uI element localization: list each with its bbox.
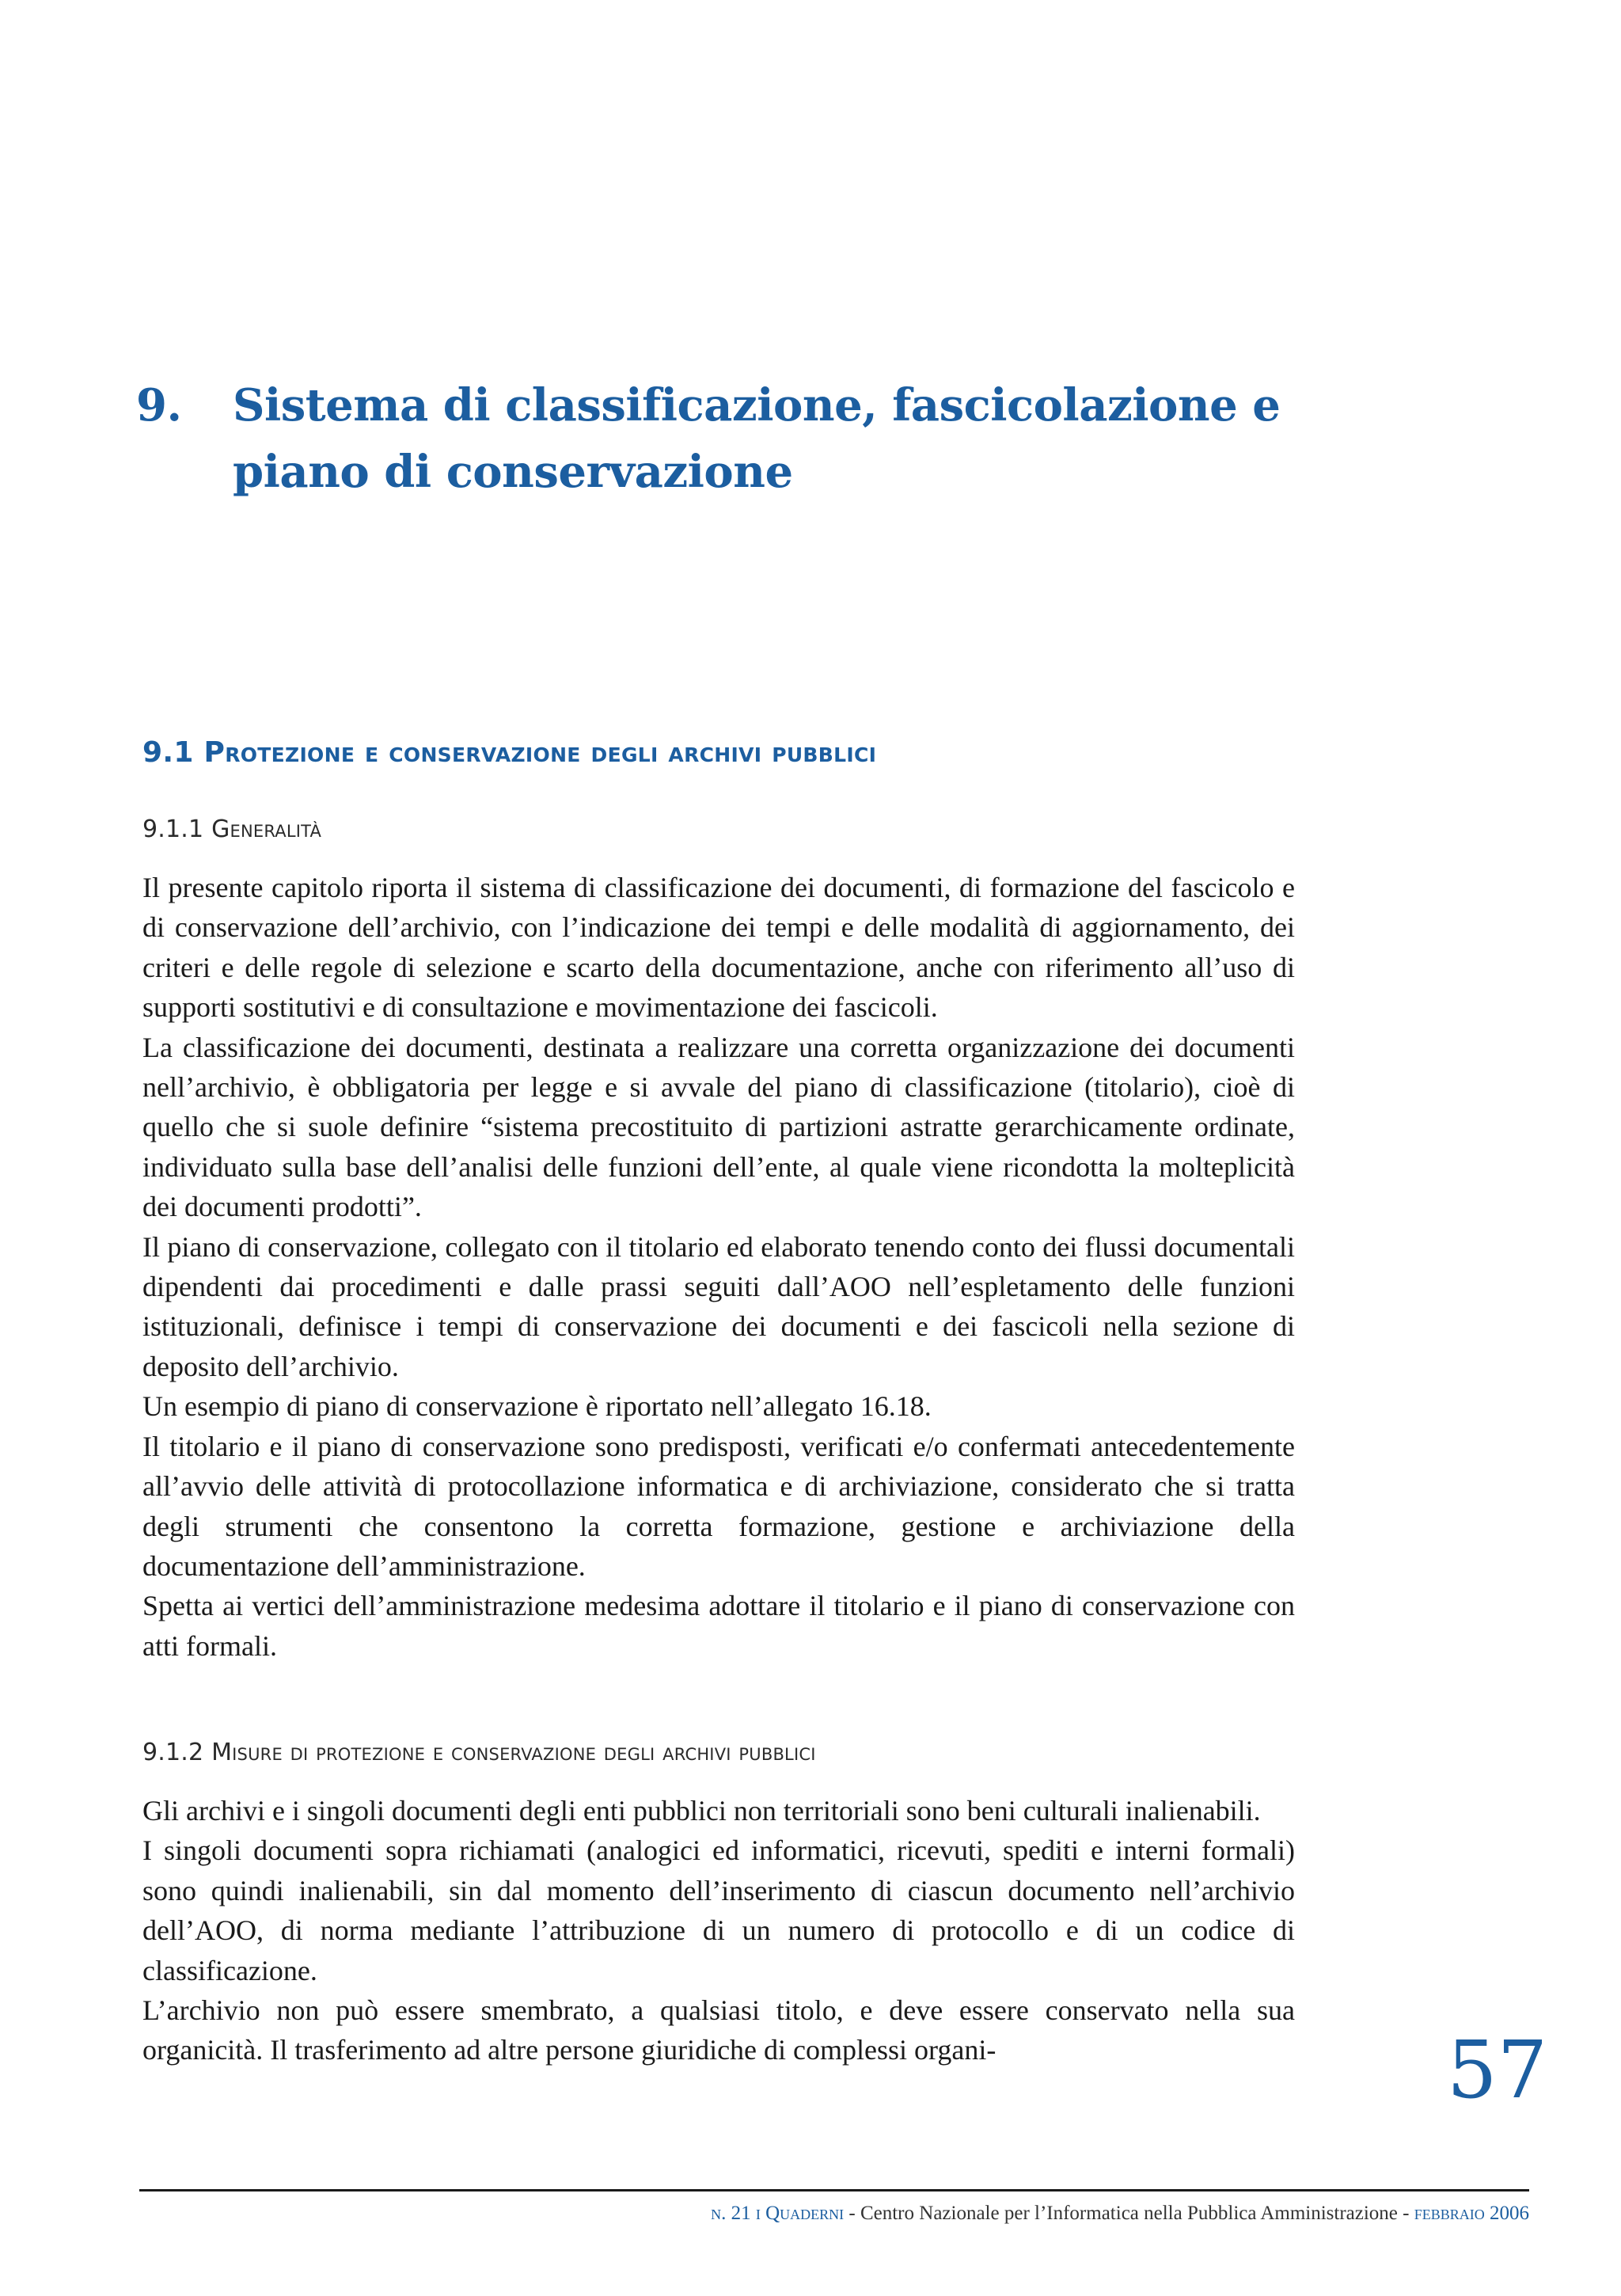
subsection-body-misure bbox=[142, 1791, 1295, 2070]
paragraph: La classificazione dei documenti, destinata a realizzare una corretta organizzazione dei documenti nell’archivio, è obbligatoria per legge e si avvale del piano di classificazione (titolario), cioè di quello che si suole definire “sistema precostituito di partizioni astratte gerarchicamente ordinate, individuato sulla base dell’analisi delle funzioni dell’ente, al quale viene ricondotta la molteplicità dei documenti prodotti”. bbox=[142, 1031, 1295, 1223]
paragraph: Il titolario e il piano di conservazione sono predisposti, verificati e/o confermati antecedentemente all’avvio delle attività di protocollazione informatica e di archiviazione, considerato che si tratta degli strumenti che consentono la corretta formazione, gestione e archiviazione della documentazione dell’amministrazione. bbox=[142, 1430, 1295, 1582]
footer-divider bbox=[139, 2189, 1529, 2191]
paragraph: L’archivio non può essere smembrato, a qualsiasi titolo, e deve essere conservato nella sua organicità. Il trasferimento ad altre persone giuridiche di complessi organi- bbox=[142, 1994, 1295, 2066]
subsection-heading-misure: 9.1.2 Misure di protezione e conservazione degli archivi pubblici bbox=[142, 1739, 816, 1766]
footer-date: febbraio 2006 bbox=[1414, 2203, 1529, 2224]
chapter-number: 9. bbox=[136, 379, 182, 431]
paragraph: Un esempio di piano di conservazione è riportato nell’allegato 16.18. bbox=[142, 1390, 932, 1423]
paragraph: Gli archivi e i singoli documenti degli enti pubblici non territoriali sono beni culturali inalienabili. bbox=[142, 1795, 1261, 1827]
paragraph: Spetta ai vertici dell’amministrazione medesima adottare il titolario e il piano di conservazione con atti formali. bbox=[142, 1590, 1295, 1662]
subsection-body-generalita bbox=[142, 868, 1295, 1666]
paragraph: Il piano di conservazione, collegato con il titolario ed elaborato tenendo conto dei flussi documentali dipendenti dai procedimenti e dalle prassi seguiti dall’AOO nell’espletamento delle funzioni istituzionali, definisce i tempi di conservazione dei documenti e dei fascicoli nella sezione di deposito dell’archivio. bbox=[142, 1230, 1295, 1382]
paragraph: Il presente capitolo riporta il sistema di classificazione dei documenti, di formazione del fascicolo e di conservazione dell’archivio, con l’indicazione dei tempi e delle modalità di aggiornamento, dei criteri e delle regole di selezione e scarto della documentazione, anche con riferimento all’uso di supporti sostitutivi e di consultazione e movimentazione dei fascicoli. bbox=[142, 872, 1295, 1024]
footer bbox=[711, 2203, 1529, 2225]
footer-issue: n. 21 i Quaderni bbox=[711, 2203, 845, 2224]
page-number: 57 bbox=[1447, 2024, 1548, 2116]
footer-publisher: Centro Nazionale per l’Informatica nella Pubblica Amministrazione bbox=[860, 2203, 1398, 2224]
section-heading: 9.1 Protezione e conservazione degli archivi pubblici bbox=[142, 736, 877, 769]
paragraph: I singoli documenti sopra richiamati (analogici ed informatici, ricevuti, spediti e interni formali) sono quindi inalienabili, sin dal momento dell’inserimento di ciascun documento nell’archivio dell’AOO, di norma mediante l’attribuzione di un numero di protocollo e di un codice di classificazione. bbox=[142, 1834, 1295, 1986]
chapter-title bbox=[136, 372, 1323, 505]
footer-separator: - bbox=[1397, 2203, 1414, 2224]
chapter-title-text: Sistema di classificazione, fascicolazione e piano di conservazione bbox=[233, 379, 1281, 498]
footer-separator: - bbox=[844, 2203, 860, 2224]
subsection-heading-generalita: 9.1.1 Generalità bbox=[142, 815, 322, 843]
